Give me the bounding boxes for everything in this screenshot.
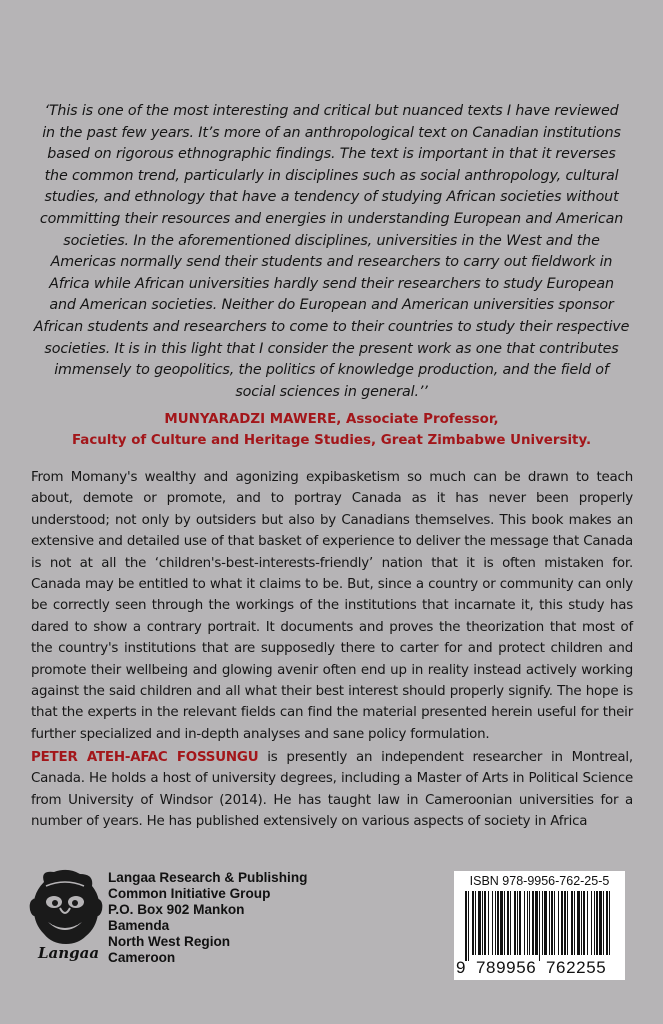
langaa-logo (24, 868, 108, 968)
publisher-line: Cameroon (108, 950, 176, 965)
quote-line: ‘This is one of the most interesting and critical but nuanced texts I have reviewed (44, 103, 619, 119)
barcode-bar (495, 891, 496, 955)
barcode-bars (465, 891, 615, 961)
barcode-bar (587, 891, 588, 955)
barcode-digits-left: 789956 (476, 958, 537, 977)
quote-line: Americas normally send their students and researchers to carry out fieldwork in (50, 254, 613, 271)
barcode-bar (542, 891, 543, 955)
barcode-bar (551, 891, 553, 955)
author-bio-text: is presently an independent researcher in Montreal, Canada. He holds a host of university degrees, including a Master of Arts in Political Science from University of Windsor (2014). He has taught law in Cameroonian universities for a number of years. He has published extensively on various aspects of society in Africa (31, 750, 633, 830)
endorsement-quote (30, 101, 633, 403)
barcode-bar (492, 891, 493, 955)
barcode-bar (517, 891, 518, 955)
barcode-bar (465, 891, 467, 961)
barcode-bar (482, 891, 483, 955)
attribution-name: MUNYARADZI MAWERE, Associate Professor, (164, 412, 499, 427)
quote-line: the common trend, particularly in disciplines such as social anthropology, cultural (44, 167, 619, 184)
barcode-bar (500, 891, 503, 955)
barcode-bar (497, 891, 499, 955)
barcode-bar (599, 891, 602, 955)
barcode-bar (574, 891, 575, 955)
author-name: PETER ATEH-AFAC FOSSUNGU (31, 750, 259, 765)
author-bio (31, 747, 633, 833)
barcode-bar (606, 891, 608, 955)
barcode-bar (581, 891, 582, 955)
barcode-bar (558, 891, 559, 955)
quote-line: Africa while African universities hardly send their researchers to study European (49, 275, 614, 292)
quote-line: societies. It is in this light that I consider the present work as one that contributes (44, 340, 619, 357)
barcode-bar (529, 891, 530, 955)
barcode-bar (554, 891, 555, 955)
quote-line: social sciences in general.’’ (235, 383, 428, 400)
barcode-bar (539, 891, 540, 961)
barcode-bar (519, 891, 521, 955)
barcode-bar (577, 891, 580, 955)
quote-line: societies. In the aforementioned disciplines, universities in the West and the (63, 232, 600, 249)
publisher-line: Common Initiative Group (108, 886, 271, 901)
barcode-bar (504, 891, 505, 955)
langaa-logo-text: Langaa (38, 944, 100, 962)
attribution-affiliation: Faculty of Culture and Heritage Studies, Great Zimbabwe University. (71, 433, 592, 448)
barcode-bar (591, 891, 592, 955)
barcode-bar (603, 891, 604, 955)
quote-line: immensely to geopolitics, the politics of knowledge production, and the field of (54, 362, 609, 379)
publisher-address (108, 870, 307, 966)
quote-attribution (20, 409, 643, 451)
publisher-line: Bamenda (108, 918, 170, 933)
barcode-bar (535, 891, 538, 955)
publisher-line: P.O. Box 902 Mankon (108, 902, 245, 917)
quote-line: committing their resources and energies in understanding European and American (39, 210, 624, 227)
barcode-bar (510, 891, 511, 955)
isbn-label: ISBN 978-9956-762-25-5 (469, 874, 610, 888)
isbn-barcode (454, 871, 625, 980)
barcode-digit-lead: 9 (456, 958, 467, 977)
barcode-bar (564, 891, 566, 955)
quote-line: based on rigorous ethnographic findings. The text is important in that it reverses (47, 146, 616, 163)
barcode-bar (468, 891, 469, 961)
barcode-bar (609, 891, 610, 955)
barcode-bar (472, 891, 474, 955)
barcode-bar (488, 891, 489, 955)
quote-line: in the past few years. It’s more of an anthropological text on Canadian institutions (42, 124, 621, 141)
barcode-bar (524, 891, 525, 955)
quote-line: and American societies. Neither do European and American universities sponsor (49, 297, 614, 314)
barcode-bar (544, 891, 547, 955)
barcode-bar (549, 891, 550, 955)
barcode-bar (507, 891, 509, 955)
quote-line: studies, and ethnology that have a tendency of studying African societies without (44, 189, 619, 206)
barcode-bar (478, 891, 481, 955)
publisher-line: North West Region (108, 934, 231, 949)
barcode-bar (532, 891, 534, 955)
barcode-digits-right: 762255 (546, 958, 607, 977)
quote-line: African students and researchers to come to their countries to study their respective (33, 318, 630, 335)
barcode-bar (571, 891, 573, 955)
barcode-bar (583, 891, 585, 955)
barcode-bar (567, 891, 568, 955)
barcode-bar (594, 891, 595, 955)
publisher-line: Langaa Research & Publishing (108, 870, 308, 885)
barcode-bar (514, 891, 516, 955)
barcode-bar (527, 891, 528, 955)
barcode-bar (561, 891, 563, 955)
barcode-bar (484, 891, 486, 955)
book-blurb: From Momany's wealthy and agonizing expibasketism so much can be drawn to teach about, demote or promote, and to portray Canada as it has never been properly understood; not only by outsiders but also by Canadians themselves. This book makes an extensive and detailed use of that basket of experience to deliver the message that Canada is not at all the ‘children's-best-interests-friendly’ nation that it is often mistaken for. Canada may be entitled to what it claims to be. But, since a country or community can only be correctly seen through the workings of the institutions that incarnate it, this study has dared to show a contrary portrait. It documents and proves the theorization that most of the country's institutions that are supposedly there to carter for and protect children and promote their wellbeing and glowing avenir often end up in reality instead actively working against the said children and all what their best interest should properly signify. The hope is that the experts in the relevant fields can find the material presented herein useful for their further specialized and in-depth analyses and sane policy formulation. (31, 470, 633, 742)
barcode-bar (596, 891, 598, 955)
barcode-bar (475, 891, 476, 955)
